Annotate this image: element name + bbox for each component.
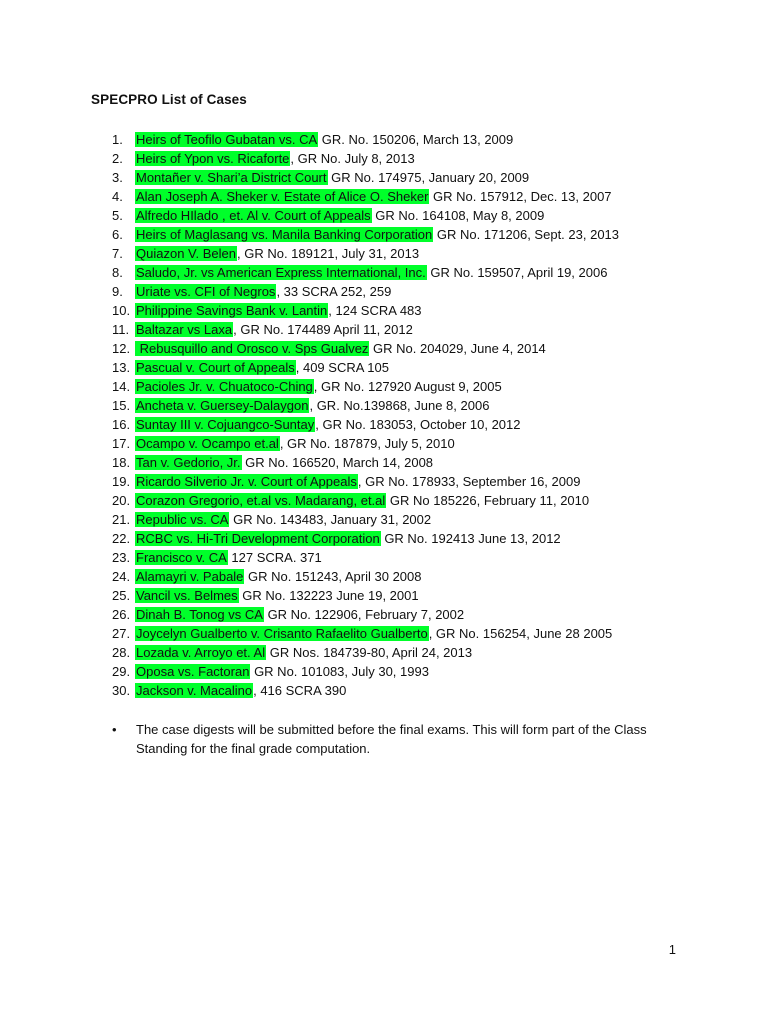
case-citation: , GR No. 178933, September 16, 2009 — [357, 474, 581, 489]
case-citation: , GR No. July 8, 2013 — [290, 151, 415, 166]
case-item — [112, 225, 619, 244]
case-item — [112, 529, 619, 548]
case-name-highlight: Pacioles Jr. v. Chuatoco-Ching — [136, 379, 313, 394]
case-citation: , GR No. 189121, July 31, 2013 — [236, 246, 420, 261]
case-name-highlight: Corazon Gregorio, et.al vs. Madarang, et.al — [136, 493, 386, 508]
case-item — [112, 567, 619, 586]
case-name-highlight: Ricardo Silverio Jr. v. Court of Appeals — [136, 474, 357, 489]
note-text: The case digests will be submitted before the final exams. This will form part of the Class Standing for the final grade computation. — [136, 722, 647, 756]
case-name-highlight: Alamayri v. Pabale — [136, 569, 244, 584]
case-name-highlight: Baltazar vs Laxa — [136, 322, 233, 337]
case-number: 11. — [112, 322, 130, 337]
case-name-highlight: Pascual v. Court of Appeals — [136, 360, 295, 375]
case-number: 7. — [112, 246, 123, 261]
case-item — [112, 548, 619, 567]
case-name-highlight: Uriate vs. CFI of Negros — [136, 284, 276, 299]
case-citation: GR No. 101083, July 30, 1993 — [250, 664, 429, 679]
case-item — [112, 244, 619, 263]
case-number: 2. — [112, 151, 123, 166]
case-number: 1. — [112, 132, 123, 147]
case-number: 15. — [112, 398, 131, 413]
case-name-highlight: Ancheta v. Guersey-Dalaygon — [136, 398, 309, 413]
case-item — [112, 453, 619, 472]
case-item — [112, 206, 619, 225]
case-number: 10. — [112, 303, 131, 318]
case-number: 19. — [112, 474, 131, 489]
case-item — [112, 643, 619, 662]
case-list — [112, 130, 619, 700]
case-citation: , 416 SCRA 390 — [253, 683, 347, 698]
case-item — [112, 358, 619, 377]
case-citation: GR. No. 150206, March 13, 2009 — [318, 132, 514, 147]
case-number: 28. — [112, 645, 131, 660]
case-name-highlight: Joycelyn Gualberto v. Crisanto Rafaelito Gualberto — [136, 626, 428, 641]
case-citation: GR No. 157912, Dec. 13, 2007 — [429, 189, 612, 204]
case-citation: , 409 SCRA 105 — [295, 360, 389, 375]
case-citation: , GR No. 127920 August 9, 2005 — [313, 379, 502, 394]
case-number: 9. — [112, 284, 123, 299]
case-number: 25. — [112, 588, 131, 603]
case-number: 5. — [112, 208, 123, 223]
case-item — [112, 415, 619, 434]
case-number: 27. — [112, 626, 131, 641]
case-name-highlight: RCBC vs. Hi-Tri Development Corporation — [136, 531, 380, 546]
case-item — [112, 605, 619, 624]
case-name-highlight: Francisco v. CA — [136, 550, 227, 565]
case-item — [112, 168, 619, 187]
case-name-highlight: Montañer v. Shari’a District Court — [136, 170, 327, 185]
case-name-highlight: Vancil vs. Belmes — [136, 588, 238, 603]
case-citation: GR No. 204029, June 4, 2014 — [369, 341, 546, 356]
case-number: 30. — [112, 683, 131, 698]
case-citation: GR No. 192413 June 13, 2012 — [380, 531, 561, 546]
case-number: 20. — [112, 493, 131, 508]
case-name-highlight: Heirs of Maglasang vs. Manila Banking Corporation — [136, 227, 433, 242]
case-citation: , 124 SCRA 483 — [328, 303, 422, 318]
case-number: 14. — [112, 379, 131, 394]
case-citation: , GR No. 174489 April 11, 2012 — [233, 322, 413, 337]
case-number: 24. — [112, 569, 131, 584]
case-name-highlight: Alfredo HIlado , et. Al v. Court of Appeals — [136, 208, 371, 223]
case-item — [112, 130, 619, 149]
case-name-highlight: Heirs of Teofilo Gubatan vs. CA — [136, 132, 318, 147]
case-number: 29. — [112, 664, 131, 679]
case-name-highlight: Ocampo v. Ocampo et.al — [136, 436, 279, 451]
case-item — [112, 263, 619, 282]
case-item — [112, 434, 619, 453]
note-bullet — [112, 720, 692, 758]
case-item — [112, 396, 619, 415]
case-citation: GR No. 159507, April 19, 2006 — [426, 265, 608, 280]
case-citation: GR No. 166520, March 14, 2008 — [241, 455, 434, 470]
case-item — [112, 681, 619, 700]
case-item — [112, 282, 619, 301]
case-number: 22. — [112, 531, 131, 546]
case-name-highlight: Alan Joseph A. Sheker v. Estate of Alice O. Sheker — [136, 189, 429, 204]
case-number: 6. — [112, 227, 123, 242]
case-number: 12. — [112, 341, 131, 356]
case-name-highlight: Lozada v. Arroyo et. Al — [136, 645, 266, 660]
case-citation: GR No. 174975, January 20, 2009 — [327, 170, 530, 185]
bullet-icon: • — [112, 722, 117, 737]
case-citation: 127 SCRA. 371 — [227, 550, 322, 565]
case-number: 8. — [112, 265, 123, 280]
case-citation: , GR No. 156254, June 28 2005 — [428, 626, 613, 641]
case-name-highlight: Saludo, Jr. vs American Express International, Inc. — [136, 265, 426, 280]
case-name-highlight: Dinah B. Tonog vs CA — [136, 607, 263, 622]
case-citation: GR No. 143483, January 31, 2002 — [229, 512, 432, 527]
case-name-highlight: Oposa vs. Factoran — [136, 664, 250, 679]
case-number: 21. — [112, 512, 131, 527]
case-citation: , GR. No.139868, June 8, 2006 — [309, 398, 490, 413]
case-name-highlight: Quiazon V. Belen — [136, 246, 236, 261]
case-name-highlight: Suntay III v. Cojuangco-Suntay — [136, 417, 315, 432]
case-citation: , GR No. 187879, July 5, 2010 — [279, 436, 455, 451]
case-number: 17. — [112, 436, 131, 451]
case-item — [112, 339, 619, 358]
case-number: 3. — [112, 170, 123, 185]
case-item — [112, 320, 619, 339]
case-name-highlight: Tan v. Gedorio, Jr. — [136, 455, 241, 470]
case-item — [112, 491, 619, 510]
case-number: 26. — [112, 607, 131, 622]
page-number: 1 — [668, 942, 676, 957]
case-citation: , 33 SCRA 252, 259 — [276, 284, 392, 299]
case-citation: GR No. 122906, February 7, 2002 — [263, 607, 465, 622]
case-number: 23. — [112, 550, 131, 565]
case-item — [112, 149, 619, 168]
case-item — [112, 624, 619, 643]
case-citation: GR No. 171206, Sept. 23, 2013 — [433, 227, 620, 242]
case-number: 4. — [112, 189, 123, 204]
case-item — [112, 187, 619, 206]
case-citation: GR No. 132223 June 19, 2001 — [238, 588, 419, 603]
case-citation: GR No. 164108, May 8, 2009 — [371, 208, 545, 223]
case-item — [112, 472, 619, 491]
case-item — [112, 662, 619, 681]
case-number: 18. — [112, 455, 131, 470]
case-item — [112, 510, 619, 529]
case-number: 13. — [112, 360, 131, 375]
case-number: 16. — [112, 417, 131, 432]
case-citation: GR Nos. 184739-80, April 24, 2013 — [266, 645, 473, 660]
case-name-highlight: Heirs of Ypon vs. Ricaforte — [136, 151, 290, 166]
case-citation: GR No 185226, February 11, 2010 — [386, 493, 590, 508]
case-name-highlight: Philippine Savings Bank v. Lantin — [136, 303, 328, 318]
document-title: SPECPRO List of Cases — [91, 92, 247, 107]
case-name-highlight: Rebusquillo and Orosco v. Sps Gualvez — [136, 341, 369, 356]
case-item — [112, 377, 619, 396]
case-name-highlight: Republic vs. CA — [136, 512, 229, 527]
case-item — [112, 301, 619, 320]
case-citation: , GR No. 183053, October 10, 2012 — [315, 417, 521, 432]
case-citation: GR No. 151243, April 30 2008 — [244, 569, 422, 584]
case-name-highlight: Jackson v. Macalino — [136, 683, 253, 698]
case-item — [112, 586, 619, 605]
